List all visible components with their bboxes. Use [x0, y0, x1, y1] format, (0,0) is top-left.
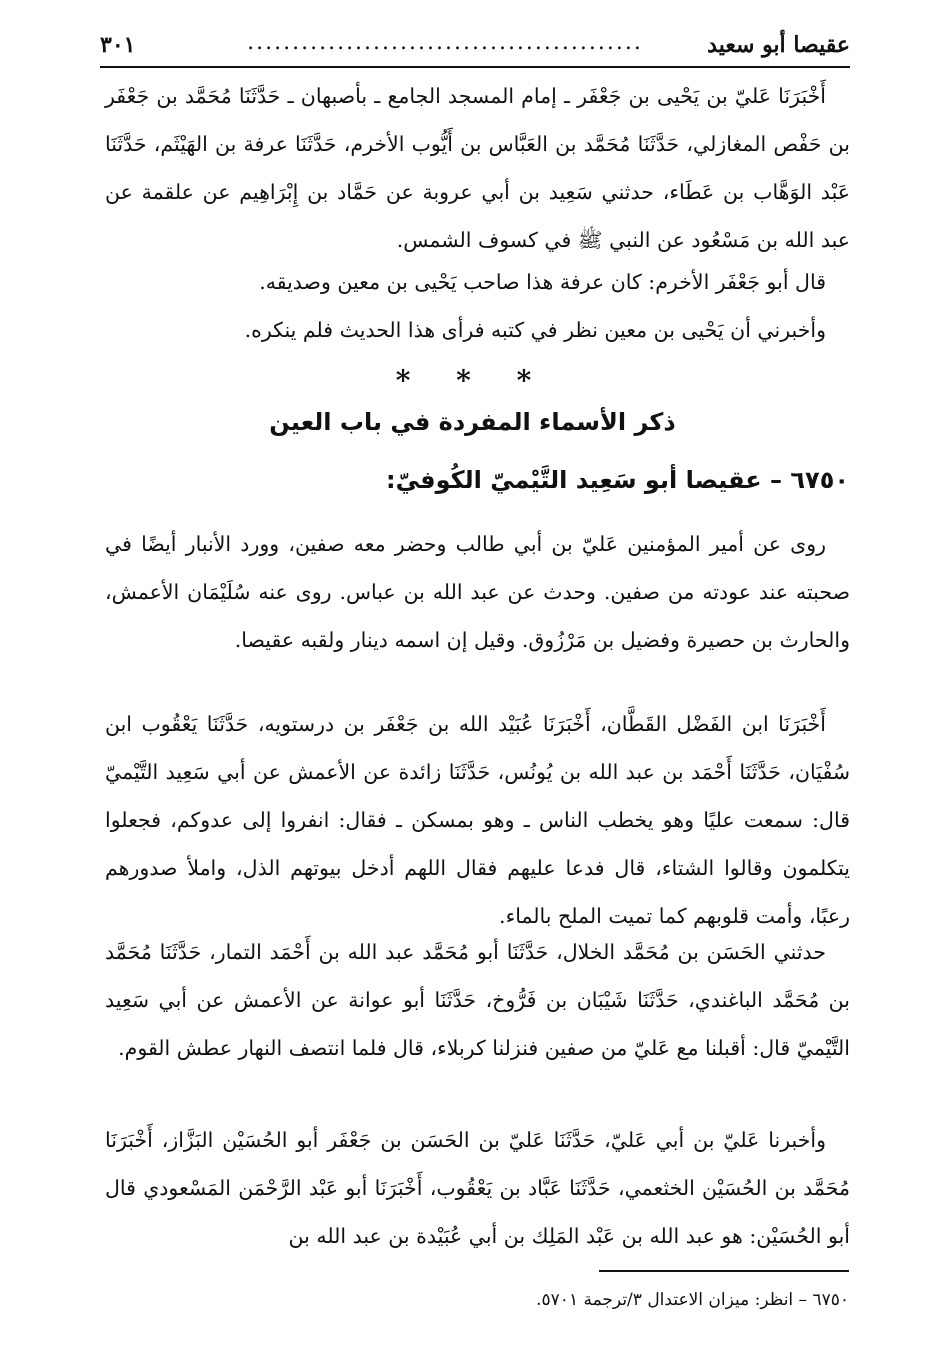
paragraph-isnad-3	[105, 928, 850, 1072]
paragraph-note-2	[105, 306, 850, 354]
paragraph-isnad-4	[105, 1116, 850, 1260]
paragraph-text: قال أبو جَعْفَر الأخرم: كان عرفة هذا صاحب يَحْيى بن معين وصديقه.	[259, 270, 826, 294]
paragraph-text: أَخْبَرَنَا عَليّ بن يَحْيى بن جَعْفَر ـ إمام المسجد الجامع ـ بأصبهان ـ حَدَّثَنَا مُحَمَّد بن جَعْفَر بن حَفْص المغازلي، حَدَّثَنَا مُحَمَّد بن العَبَّاس بن أَيُّوب الأخرم، حَدَّثَنَا عرفة بن الهَيْثَم، حَدَّثَنَا عَبْد الوَهَّاب بن عَطَاء، حدثني سَعِيد بن أبي عروبة عن حَمَّاد بن إِبْرَاهِيم عن علقمة عن عبد الله بن مَسْعُود عن النبي ﷺ في كسوف الشمس.	[105, 84, 850, 252]
running-head	[100, 30, 850, 68]
running-head-leader-dots: ............................................	[247, 30, 643, 55]
paragraph-biography	[105, 520, 850, 664]
footnote: ٦٧٥٠ – انظر: ميزان الاعتدال ٣/ترجمة ٥٧٠١.	[536, 1290, 849, 1310]
footnote-divider	[599, 1270, 849, 1272]
paragraph-text: وأخبرني أن يَحْيى بن معين نظر في كتبه فرأى هذا الحديث فلم ينكره.	[244, 318, 826, 342]
paragraph-text: أَخْبَرَنَا ابن الفَضْل القَطَّان، أَخْبَرَنَا عُبَيْد الله بن جَعْفَر بن درستويه، حَدَّثَنَا يَعْقُوب ابن سُفْيَان، حَدَّثَنَا أَحْمَد بن عبد الله بن يُونُس، حَدَّثَنَا زائدة عن الأعمش عن أبي سَعِيد التَّيْميّ قال: سمعت عليًا وهو يخطب الناس ـ وهو بمسكن ـ فقال: انفروا إلى عدوكم، فجعلوا يتكلمون وقالوا الشتاء، قال فدعا عليهم فقال اللهم أدخل بيوتهم الذل، واملأ صدورهم رعبًا، وأمت قلوبهم كما تميت الملح بالماء.	[105, 712, 850, 928]
paragraph-text: وأخبرنا عَليّ بن أبي عَليّ، حَدَّثَنَا عَليّ بن الحَسَن بن جَعْفَر أبو الحُسَيْن البَزَّاز، أَخْبَرَنَا مُحَمَّد بن الحُسَيْن الخثعمي، حَدَّثَنَا عَبَّاد بن يَعْقُوب، أَخْبَرَنَا أبو عَبْد الرَّحْمَن المَسْعودي قال أبو الحُسَيْن: هو عبد الله بن عَبْد المَلِك بن أبي عُبَيْدة بن عبد الله بن	[105, 1128, 850, 1248]
entry-heading: ٦٧٥٠ – عقيصا أبو سَعِيد التَّيْميّ الكُوفيّ:	[386, 466, 849, 494]
paragraph-isnad-2	[105, 700, 850, 940]
section-heading: ذكر الأسماء المفردة في باب العين	[269, 408, 676, 436]
paragraph-text: روى عن أمير المؤمنين عَليّ بن أبي طالب وحضر معه صفين، وورد الأنبار أيضًا في صحبته عند عودته من صفين. وحدث عن عبد الله بن عباس. روى عنه سُلَيْمَان الأعمش، والحارث بن حصيرة وفضيل بن مَرْزُوق. وقيل إن اسمه دينار ولقبه عقيصا.	[105, 532, 850, 652]
running-head-title: عقيصا أبو سعيد	[707, 32, 850, 58]
paragraph-isnad-1	[105, 72, 850, 264]
paragraph-note-1	[105, 258, 850, 306]
paragraph-text: حدثني الحَسَن بن مُحَمَّد الخلال، حَدَّثَنَا أبو مُحَمَّد عبد الله بن أَحْمَد التمار، حَدَّثَنَا مُحَمَّد بن مُحَمَّد الباغندي، حَدَّثَنَا شَيْبَان بن فَرُّوخ، حَدَّثَنَا أبو عوانة عن الأعمش عن أبي سَعِيد التَّيْميّ قال: أقبلنا مع عَليّ من صفين فنزلنا كربلاء، قال فلما انتصف النهار عطش القوم.	[105, 940, 850, 1060]
section-separator-stars: * * *	[395, 364, 550, 397]
page-number: ٣٠١	[100, 32, 136, 58]
